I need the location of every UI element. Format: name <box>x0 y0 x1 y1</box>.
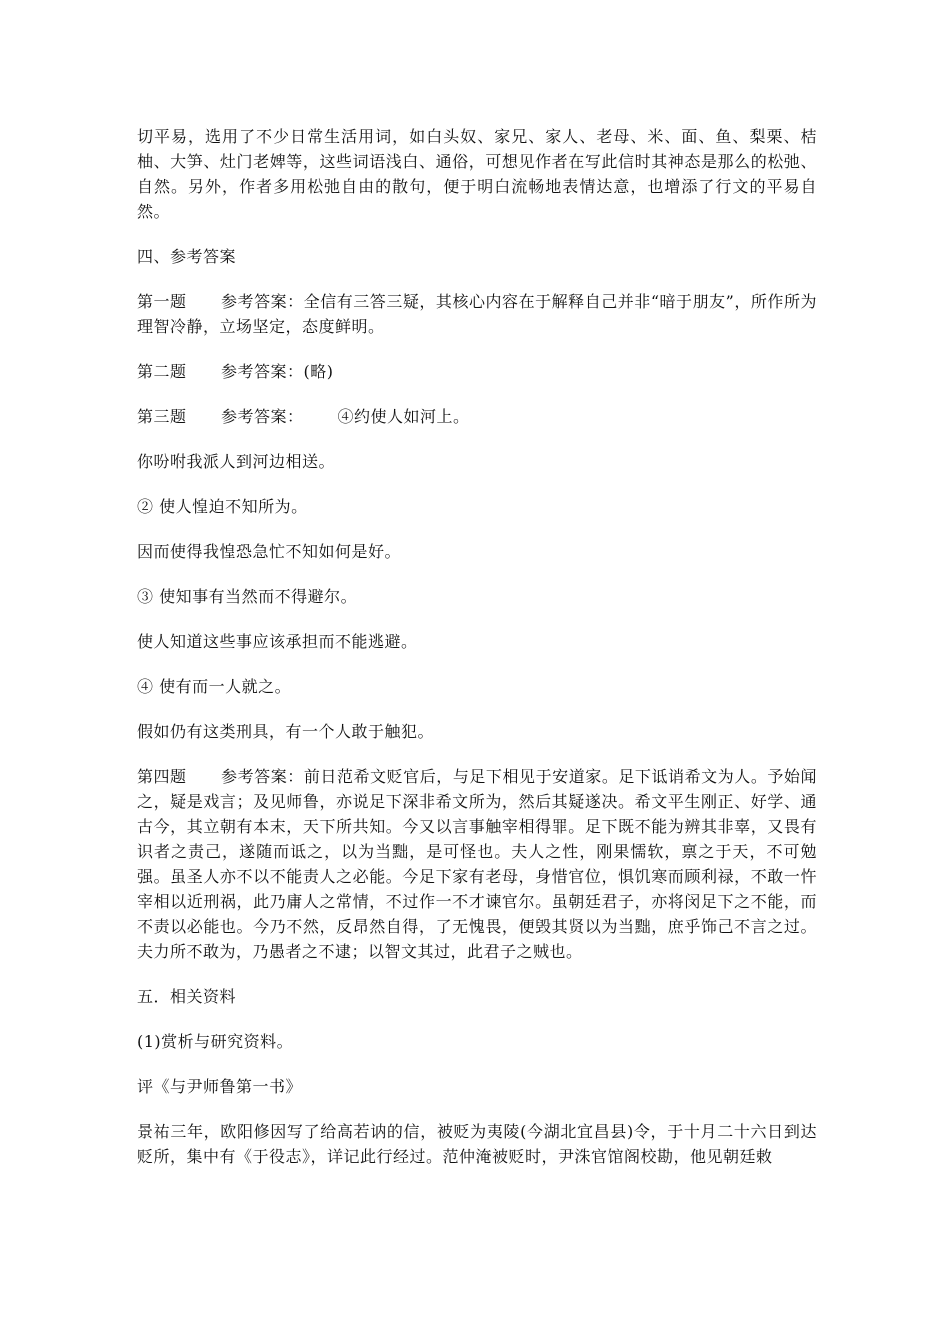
translation-two: 因而使得我惶恐急忙不知如何是好。 <box>137 542 402 561</box>
question-three-answer <box>137 404 817 429</box>
question-two-label: 第二题 <box>137 362 187 381</box>
question-three-label: 第三题 <box>137 407 187 426</box>
article-title: 评《与尹师鲁第一书》 <box>137 1077 303 1096</box>
document-page <box>137 124 817 1189</box>
subsection-heading: (1)赏析与研究资料。 <box>137 1032 294 1051</box>
section-four-heading: 四、参考答案 <box>137 247 237 266</box>
translation-one: 你吩咐我派人到河边相送。 <box>137 452 336 471</box>
question-three-text: 参考答案： <box>221 407 304 426</box>
section-five-heading: 五．相关资料 <box>137 987 237 1006</box>
item-three: ③ 使知事有当然而不得避尔。 <box>137 587 358 606</box>
question-one-answer <box>137 289 817 339</box>
translation-three: 使人知道这些事应该承担而不能逃避。 <box>137 632 418 651</box>
translation-four: 假如仍有这类刑具，有一个人敢于触犯。 <box>137 722 435 741</box>
question-two-text: 参考答案：(略) <box>221 362 334 381</box>
question-two-answer <box>137 359 817 384</box>
item-four: ④ 使有而一人就之。 <box>137 677 292 696</box>
question-one-label: 第一题 <box>137 292 187 311</box>
article-paragraph: 景祐三年，欧阳修因写了给高若讷的信，被贬为夷陵(今湖北宜昌县)令，于十月二十六日到达贬所，集中有《于役志》，详记此行经过。范仲淹被贬时，尹洙官馆阁校勘，他见朝廷敕 <box>137 1122 817 1166</box>
question-four-label: 第四题 <box>137 767 187 786</box>
question-three-item-one: ④约使人如河上。 <box>337 407 470 426</box>
question-four-answer <box>137 764 817 964</box>
question-four-text: 参考答案：前日范希文贬官后，与足下相见于安道家。足下诋诮希文为人。予始闻之，疑是戏言；及见师鲁，亦说足下深非希文所为，然后其疑遂决。希文平生刚正、好学、通古今，其立朝有本末，天下所共知。今又以言事触宰相得罪。足下既不能为辨其非辜，又畏有识者之责己，遂随而诋之，以为当黜，是可怪也。夫人之性，刚果懦软，禀之于天，不可勉强。虽圣人亦不以不能责人之必能。今足下家有老母，身惜官位，惧饥寒而顾利禄，不敢一忤宰相以近刑祸，此乃庸人之常情，不过作一不才谏官尔。虽朝廷君子，亦将闵足下之不能，而不责以必能也。今乃不然，反昂然自得，了无愧畏，便毁其贤以为当黜，庶乎饰己不言之过。夫力所不敢为，乃愚者之不逮；以智文其过，此君子之贼也。 <box>137 767 817 961</box>
item-two: ② 使人惶迫不知所为。 <box>137 497 308 516</box>
intro-paragraph: 切平易，选用了不少日常生活用词，如白头奴、家兄、家人、老母、米、面、鱼、梨栗、桔柚、大笋、灶门老婢等，这些词语浅白、通俗，可想见作者在写此信时其神态是那么的松弛、自然。另外，作者多用松弛自由的散句，便于明白流畅地表情达意，也增添了行文的平易自然。 <box>137 127 817 221</box>
question-one-text: 参考答案：全信有三答三疑，其核心内容在于解释自己并非“暗于朋友”，所作所为理智冷静，立场坚定，态度鲜明。 <box>137 292 817 336</box>
